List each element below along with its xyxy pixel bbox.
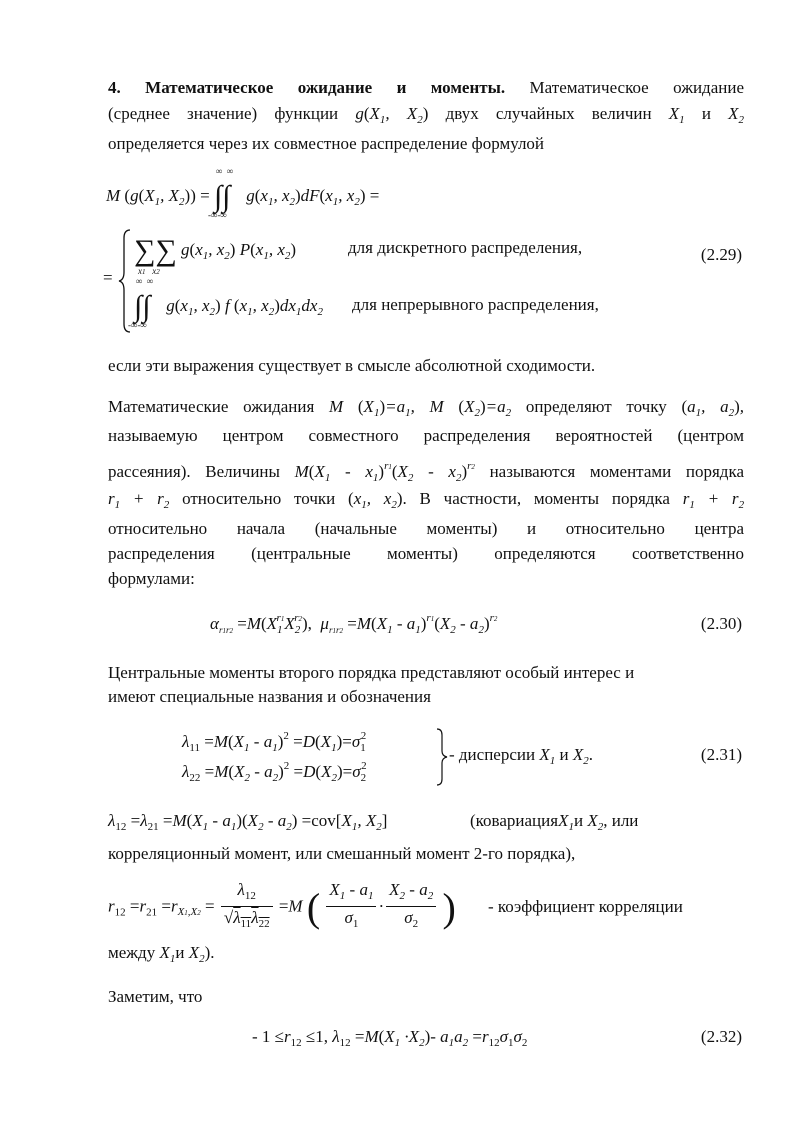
- intro-text: и: [701, 104, 711, 123]
- equation-number-2-29: (2.29): [700, 245, 742, 264]
- equation-2-29-continuous: ∞ ∞ ∫∫ -∞-∞ $g(x_1$, $x_2$) f ($x_1$, $x_2)dx_1dx_2$: [128, 276, 323, 330]
- intro-text: двух случайных величин: [445, 104, 652, 123]
- convergence-note: если эти выражения существует в смысле абсолютной сходимости.: [108, 356, 596, 375]
- para2-line7: формулами:: [108, 569, 195, 588]
- para2-line3: [108, 455, 744, 489]
- para2-text: относительно точки: [182, 489, 336, 508]
- para2-text: рассеяния). Величины: [108, 462, 280, 481]
- intro-line-2: [108, 103, 744, 131]
- covariance-label: (ковариацияX$_1$и $X_2$, или: [470, 811, 639, 833]
- para2-text: . В частности, моменты порядка: [402, 489, 670, 508]
- math-moment-expression: $M(X_1 - x_1)^{r1}(X_2 - x_2)^{r2}$: [294, 460, 475, 484]
- note-line: Заметим, что: [108, 987, 203, 1006]
- para2-line5: относительно начала (начальные моменты) и относительно центра: [108, 519, 744, 538]
- equation-2-32: - $1 \le r_{12} \le 1$, $\lambda_{12} =M(X_1 \cdot X_2)-$ $a_1a_2 =r_{12}\sigma_1\sigma_2$: [252, 1027, 528, 1049]
- left-brace: [118, 228, 132, 334]
- right-brace: [436, 727, 448, 787]
- intro-text: Математическое ожидание: [529, 78, 744, 97]
- math-x1: $X_1$: [668, 104, 685, 126]
- covariance-text: , или: [603, 811, 639, 830]
- equation-2-31-line1: $\lambda_{11} =M(X_1 - a_1)^2 =D(X_1)=\sigma_1^2$: [182, 730, 367, 754]
- correlation-text: ).: [204, 943, 215, 962]
- math-point-x1x2: ($x_1$, $x_2$): [348, 489, 403, 511]
- intro-text: (среднее значение) функции: [108, 104, 339, 123]
- math-expectations: M $(X_1)=a_1$, M $(X_2)=a_2$: [329, 397, 512, 419]
- continuous-label: для непрерывного распределения,: [352, 295, 599, 314]
- covariance-text: (ковариация: [470, 811, 559, 830]
- equation-2-31-line2: $\lambda_{22} =M(X_2 - a_2)^2 =D(X_2)=\sigma_2^2$: [182, 760, 367, 784]
- correlation-text: и: [175, 943, 185, 962]
- para2-line6: распределения (центральные моменты) определяются соответственно: [108, 544, 744, 563]
- equation-2-30: $\alpha_{r1r2} =M(X_1^{r1}X_2^{r2})$, $\mu_{r1r2} =M(X_1 - a_1)^{r1}(X_2 - a_2)^{r2}$: [210, 612, 498, 636]
- equation-number-2-31: (2.31): [700, 745, 742, 764]
- correlation-line2: между $X_1и$ $X_2$).: [108, 943, 215, 965]
- equals-sign: =: [103, 268, 113, 287]
- para3-line2: имеют специальные названия и обозначения: [108, 687, 431, 706]
- covariance-text: и: [573, 811, 584, 830]
- math-g-x1x2: $g(X_1$, $X_2$): [355, 104, 429, 126]
- math-r1-plus-r2: $r_1 + r_2$: [682, 489, 745, 511]
- para2-text: определяют точку: [525, 397, 667, 416]
- variance-label: - дисперсии $X_1$ и $X_2$.: [449, 745, 593, 767]
- equation-2-29-top: M ($g(X_1$, $X_2$)) = ∞ ∞ ∫∫ -∞-∞ $g(x_1$, $x_2)dF(x_1$, $x_2$) =: [106, 166, 380, 220]
- covariance-equation: $\lambda_{12} =\lambda_{21} =M(X_1 - a_1)(X_2 - a_2) =cov[X_1$, $X_2$]: [108, 811, 388, 833]
- discrete-label: для дискретного распределения,: [348, 238, 583, 257]
- section-heading: 4. Математическое ожидание и моменты.: [108, 78, 506, 97]
- para2-line1: [108, 396, 744, 424]
- equation-number-2-30: (2.30): [700, 614, 742, 633]
- correlation-text: между: [108, 943, 156, 962]
- equation-2-29-discrete: ∑∑ x1 x2 $g(x_1$, $x_2$) $P(x_1$, $x_2$): [134, 234, 297, 276]
- variance-text: и: [559, 745, 569, 764]
- intro-line-3: определяется через их совместное распределение формулой: [108, 134, 545, 153]
- para3-line1: Центральные моменты второго порядка представляют особый интерес и: [108, 663, 635, 682]
- correlation-label: - коэффициент корреляции: [488, 897, 683, 916]
- math-r1-plus-r2: $r_1 + r_2$: [108, 489, 170, 511]
- covariance-line2: корреляционный момент, или смешанный момент 2-го порядка),: [108, 844, 576, 863]
- equation-number-2-32: (2.32): [700, 1027, 742, 1046]
- variance-text: - дисперсии: [449, 745, 536, 764]
- math-point-a1a2: ($a_1$, $a_2$),: [681, 397, 745, 419]
- para2-line2: называемую центром совместного распределения вероятностей (центром: [108, 426, 744, 445]
- correlation-equation: $r_{12} =r_{21} =r_{X1,X2}$ = $\frac{\lambda_{12}}{√\lambda_{11}\lambda_{22}}$ =M ( $\frac{X_1 - a_1}{\sigma_1}$ · $\frac{X_2 - a_2}{\sigma_2}$ ): [108, 880, 456, 930]
- para2-line4: [108, 488, 744, 516]
- heading-line: [108, 77, 744, 99]
- math-x2: $X_2$: [728, 104, 745, 126]
- para2-text: Математические ожидания: [108, 397, 315, 416]
- para2-text: называются моментами порядка: [489, 462, 745, 481]
